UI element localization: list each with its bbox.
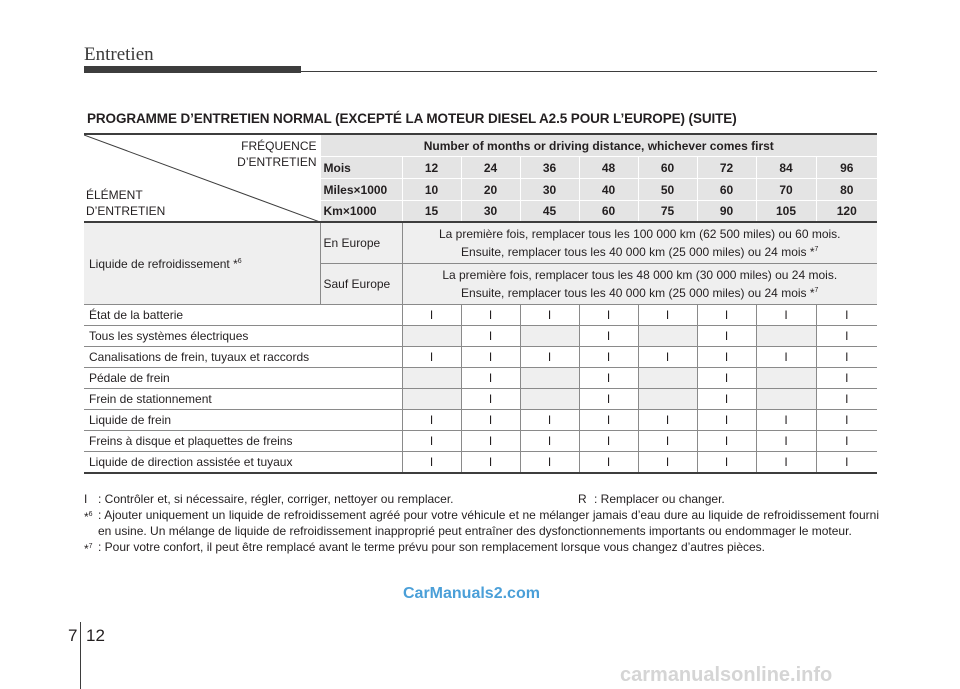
footnote-7	[84, 539, 879, 555]
page-title: PROGRAMME D’ENTRETIEN NORMAL (EXCEPTÉ LA MOTEUR DIESEL A2.5 POUR L’EUROPE) (SUITE)	[87, 111, 737, 126]
row-name: Pédale de frein	[84, 368, 402, 389]
row-value: I	[756, 452, 816, 474]
row-value: I	[402, 452, 461, 474]
row-value: I	[638, 452, 697, 474]
row-value	[638, 326, 697, 347]
row-value: I	[816, 326, 877, 347]
km-cell: 30	[461, 201, 520, 223]
row-value: I	[579, 326, 638, 347]
footnotes	[84, 491, 879, 555]
row-value: I	[756, 305, 816, 326]
row-value: I	[816, 431, 877, 452]
row-value: I	[697, 431, 756, 452]
row-value: I	[402, 305, 461, 326]
coolant-europe-line1: La première fois, remplacer tous les 100 000 km (62 500 miles) ou 60 mois.	[438, 227, 841, 241]
km-cell: 105	[756, 201, 816, 223]
km-label: Km×1000	[320, 201, 402, 223]
row-value	[520, 326, 579, 347]
row-value: I	[816, 305, 877, 326]
row-value: I	[816, 347, 877, 368]
corner-cell	[84, 134, 320, 222]
corner-frequency-line1: FRÉQUENCE	[241, 139, 317, 153]
coolant-europe-line2: Ensuite, remplacer tous les 40 000 km (25 000 miles) ou 24 mois *	[461, 245, 815, 259]
footnote-7-star: *	[84, 542, 89, 556]
miles-cell: 40	[579, 179, 638, 201]
row-value: I	[816, 410, 877, 431]
row-value	[756, 326, 816, 347]
interval-header: Number of months or driving distance, whichever comes first	[320, 134, 877, 157]
months-cell: 12	[402, 157, 461, 179]
miles-cell: 30	[520, 179, 579, 201]
coolant-row-europe	[84, 222, 877, 264]
row-value: I	[816, 389, 877, 410]
footnote-7-number: 7	[88, 543, 93, 550]
watermark-top: CarManuals2.com	[403, 585, 540, 602]
watermark-bottom: carmanualsonline.info	[620, 664, 833, 686]
row-value	[402, 368, 461, 389]
footnote-6-text: : Ajouter uniquement un liquide de refroidissement agréé pour votre véhicule et ne mélanger jamais d’eau dure au liquide de refroidissement fourni en usine. Un mélange de liquide de refroidissement inapproprié peut entraîner des dysfonctionnements importants ou endommager le moteur.	[98, 508, 879, 538]
legend-line	[84, 491, 879, 507]
row-value	[520, 389, 579, 410]
legend-replace-text: : Remplacer ou changer.	[594, 492, 725, 506]
miles-cell: 60	[697, 179, 756, 201]
legend-inspect-key: I	[84, 492, 88, 506]
km-cell: 45	[520, 201, 579, 223]
row-value: I	[638, 347, 697, 368]
row-value: I	[579, 368, 638, 389]
corner-frequency-label	[237, 138, 316, 170]
footnote-7-text: : Pour votre confort, il peut être remplacé avant le terme prévu pour son remplacement lorsque vous changez d’autres pièces.	[98, 540, 766, 554]
corner-frequency-line2: D’ENTRETIEN	[237, 155, 317, 169]
row-value: I	[520, 452, 579, 474]
row-value: I	[638, 305, 697, 326]
miles-cell: 50	[638, 179, 697, 201]
table-row	[84, 452, 877, 474]
row-value	[756, 368, 816, 389]
table-row	[84, 389, 877, 410]
coolant-europe-text	[402, 222, 877, 264]
row-name: Frein de stationnement	[84, 389, 402, 410]
row-name: Freins à disque et plaquettes de freins	[84, 431, 402, 452]
table-row	[84, 410, 877, 431]
km-cell: 120	[816, 201, 877, 223]
row-value: I	[520, 431, 579, 452]
row-value: I	[402, 431, 461, 452]
coolant-europe-footnote: 7	[814, 246, 819, 253]
header-rule	[301, 71, 877, 72]
maintenance-table	[84, 133, 877, 474]
row-value: I	[697, 305, 756, 326]
page-chapter-number: 7	[68, 626, 78, 645]
legend-replace-key: R	[578, 492, 587, 506]
months-cell: 36	[520, 157, 579, 179]
row-name: Liquide de direction assistée et tuyaux	[84, 452, 402, 474]
row-value	[402, 389, 461, 410]
row-value: I	[402, 347, 461, 368]
coolant-other-text	[402, 264, 877, 305]
row-value: I	[756, 410, 816, 431]
row-value: I	[461, 389, 520, 410]
row-value: I	[461, 368, 520, 389]
row-value: I	[816, 452, 877, 474]
months-label: Mois	[320, 157, 402, 179]
row-value: I	[461, 431, 520, 452]
coolant-region-other: Sauf Europe	[320, 264, 402, 305]
footnote-6	[84, 507, 879, 539]
corner-element-label	[86, 187, 165, 219]
row-name: État de la batterie	[84, 305, 402, 326]
corner-element-line1: ÉLÉMENT	[86, 188, 143, 202]
miles-cell: 20	[461, 179, 520, 201]
row-value: I	[579, 389, 638, 410]
months-cell: 60	[638, 157, 697, 179]
chapter-title: Entretien	[84, 44, 154, 65]
row-value: I	[579, 410, 638, 431]
row-value: I	[461, 326, 520, 347]
row-value	[402, 326, 461, 347]
row-value	[638, 368, 697, 389]
row-value: I	[756, 347, 816, 368]
row-value: I	[638, 431, 697, 452]
row-value: I	[461, 347, 520, 368]
coolant-other-line1: La première fois, remplacer tous les 48 000 km (30 000 miles) ou 24 mois.	[442, 268, 838, 282]
row-value: I	[520, 410, 579, 431]
page-number-divider	[80, 622, 81, 689]
months-cell: 84	[756, 157, 816, 179]
row-value: I	[697, 326, 756, 347]
months-cell: 72	[697, 157, 756, 179]
row-value	[638, 389, 697, 410]
row-value: I	[697, 410, 756, 431]
coolant-region-europe: En Europe	[320, 222, 402, 264]
row-name: Liquide de frein	[84, 410, 402, 431]
corner-element-line2: D’ENTRETIEN	[86, 204, 166, 218]
table-row	[84, 305, 877, 326]
row-value: I	[579, 347, 638, 368]
footnote-6-star: *	[84, 510, 89, 524]
months-cell: 96	[816, 157, 877, 179]
km-cell: 90	[697, 201, 756, 223]
coolant-other-line2: Ensuite, remplacer tous les 40 000 km (25 000 miles) ou 24 mois *	[461, 286, 815, 300]
months-cell: 24	[461, 157, 520, 179]
page-number: 12	[86, 626, 105, 645]
km-cell: 15	[402, 201, 461, 223]
row-value	[756, 389, 816, 410]
miles-label: Miles×1000	[320, 179, 402, 201]
coolant-other-footnote: 7	[814, 287, 819, 294]
row-value: I	[461, 305, 520, 326]
header-row-interval	[84, 134, 877, 157]
row-value: I	[697, 452, 756, 474]
row-value: I	[579, 431, 638, 452]
row-value: I	[461, 452, 520, 474]
row-value: I	[520, 347, 579, 368]
row-value	[520, 368, 579, 389]
footnote-7-key	[84, 539, 93, 557]
row-value: I	[697, 347, 756, 368]
footnote-6-number: 6	[88, 511, 93, 518]
coolant-name: Liquide de refroidissement *	[89, 256, 238, 271]
km-cell: 60	[579, 201, 638, 223]
km-cell: 75	[638, 201, 697, 223]
miles-cell: 10	[402, 179, 461, 201]
row-value: I	[520, 305, 579, 326]
legend-replace	[578, 491, 725, 507]
header-bar	[84, 66, 301, 73]
row-value: I	[579, 452, 638, 474]
table-row	[84, 326, 877, 347]
coolant-name-cell	[84, 222, 320, 305]
footnote-6-key	[84, 507, 93, 525]
table-row	[84, 431, 877, 452]
row-value: I	[697, 368, 756, 389]
row-value: I	[402, 410, 461, 431]
legend-inspect	[84, 491, 578, 507]
row-value: I	[816, 368, 877, 389]
miles-cell: 70	[756, 179, 816, 201]
row-value: I	[697, 389, 756, 410]
legend-inspect-text: : Contrôler et, si nécessaire, régler, corriger, nettoyer ou remplacer.	[98, 492, 454, 506]
row-name: Canalisations de frein, tuyaux et raccords	[84, 347, 402, 368]
row-value: I	[461, 410, 520, 431]
months-cell: 48	[579, 157, 638, 179]
miles-cell: 80	[816, 179, 877, 201]
table-row	[84, 347, 877, 368]
row-name: Tous les systèmes électriques	[84, 326, 402, 347]
row-value: I	[638, 410, 697, 431]
row-value: I	[579, 305, 638, 326]
coolant-name-footnote: 6	[237, 257, 242, 265]
row-value: I	[756, 431, 816, 452]
table-row	[84, 368, 877, 389]
